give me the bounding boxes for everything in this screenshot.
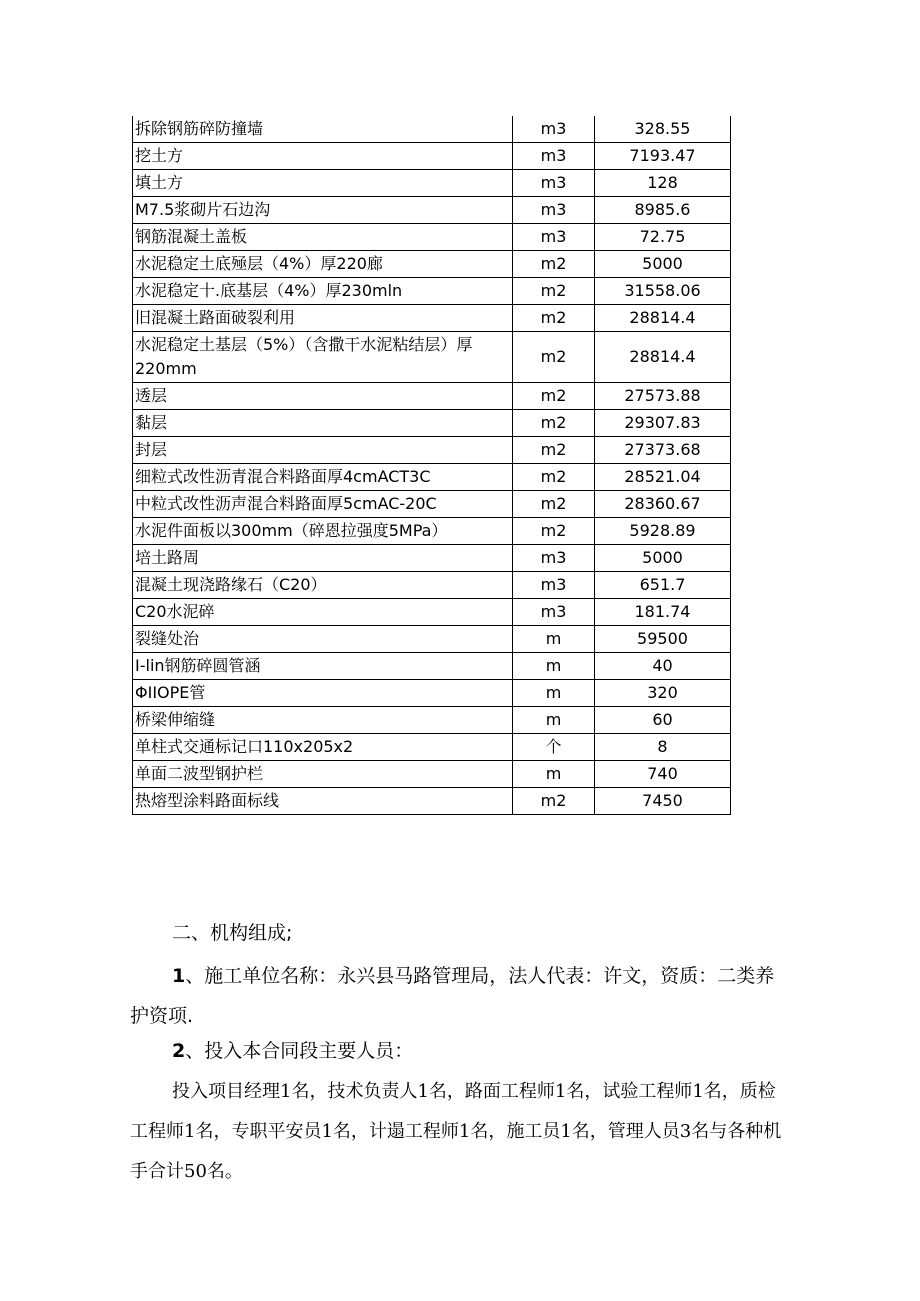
- unit-cell: m2: [513, 383, 595, 410]
- table-row: [133, 437, 731, 464]
- table-row: [133, 545, 731, 572]
- item-name-cell: 细粒式改性沥青混合料路面厚4cmACT3C: [133, 464, 513, 491]
- table-row: [133, 707, 731, 734]
- item-name-cell: 黏层: [133, 410, 513, 437]
- unit-cell: m2: [513, 518, 595, 545]
- table-row: [133, 680, 731, 707]
- table-row: [133, 332, 731, 383]
- item-name-cell: 单柱式交通标记口110x205x2: [133, 734, 513, 761]
- unit-cell: m2: [513, 464, 595, 491]
- table-row: [133, 761, 731, 788]
- table-row: [133, 626, 731, 653]
- quantity-cell: 328.55: [595, 116, 731, 143]
- quantity-cell: 28814.4: [595, 305, 731, 332]
- quantity-cell: 7193.47: [595, 143, 731, 170]
- item-name-cell: C20水泥碎: [133, 599, 513, 626]
- unit-cell: m: [513, 653, 595, 680]
- unit-cell: 个: [513, 734, 595, 761]
- quantity-cell: 72.75: [595, 224, 731, 251]
- table-row: [133, 653, 731, 680]
- quantity-table-body: [133, 116, 731, 815]
- item-name-cell: 水泥件面板以300mm（碎恩拉强度5MPa）: [133, 518, 513, 545]
- item-name-cell: 混凝土现浇路缘石（C20）: [133, 572, 513, 599]
- table-row: [133, 572, 731, 599]
- quantity-cell: 28360.67: [595, 491, 731, 518]
- item-name-cell: 水泥稳定十.底基层（4%）厚230mln: [133, 278, 513, 305]
- unit-cell: m3: [513, 143, 595, 170]
- item-text: 、投入本合同段主要人员：: [185, 1040, 414, 1062]
- table-row: [133, 143, 731, 170]
- table-row: [133, 278, 731, 305]
- unit-cell: m3: [513, 599, 595, 626]
- quantity-cell: 60: [595, 707, 731, 734]
- table-row: [133, 251, 731, 278]
- quantity-cell: 740: [595, 761, 731, 788]
- unit-cell: m: [513, 707, 595, 734]
- item-number: 1: [172, 965, 186, 987]
- item-name-cell: M7.5浆砌片石边沟: [133, 197, 513, 224]
- unit-cell: m2: [513, 491, 595, 518]
- personnel-heading: [130, 1036, 834, 1063]
- item-name-cell: 桥梁伸缩缝: [133, 707, 513, 734]
- item-number: 2: [172, 1040, 186, 1062]
- unit-cell: m: [513, 626, 595, 653]
- item-name-cell: 单面二波型钢护栏: [133, 761, 513, 788]
- quantity-cell: 31558.06: [595, 278, 731, 305]
- quantity-cell: 320: [595, 680, 731, 707]
- quantity-cell: 27373.68: [595, 437, 731, 464]
- item-name-cell: 水泥稳定土底殛层（4%）厚220廊: [133, 251, 513, 278]
- quantity-cell: 40: [595, 653, 731, 680]
- unit-cell: m2: [513, 332, 595, 383]
- table-row: [133, 734, 731, 761]
- unit-cell: m3: [513, 224, 595, 251]
- table-row: [133, 224, 731, 251]
- item-name-cell: ΦIIOPE管: [133, 680, 513, 707]
- quantity-table: [132, 116, 731, 815]
- unit-cell: m3: [513, 197, 595, 224]
- table-row: [133, 518, 731, 545]
- unit-cell: m3: [513, 545, 595, 572]
- quantity-cell: 29307.83: [595, 410, 731, 437]
- table-row: [133, 305, 731, 332]
- unit-cell: m: [513, 680, 595, 707]
- item-name-cell: 钢筋混凝土盖板: [133, 224, 513, 251]
- table-row: [133, 491, 731, 518]
- item-name-cell: 中粒式改性沥声混合料路面厚5cmAC-20C: [133, 491, 513, 518]
- section-heading: 二、机构组成;: [172, 922, 293, 944]
- unit-cell: m3: [513, 170, 595, 197]
- table-row: [133, 116, 731, 143]
- personnel-paragraph: 投入项目经理1名，技术负责人1名，路面工程师1名，试验工程师1名，质检工程师1名，专职平安员1名，计遢工程师1名，施工员1名，管理人员3名与各种机手合计50名。: [130, 1081, 782, 1182]
- quantity-cell: 128: [595, 170, 731, 197]
- unit-cell: m3: [513, 572, 595, 599]
- item-name-cell: 拆除钢筋碎防撞墙: [133, 116, 513, 143]
- table-row: [133, 383, 731, 410]
- quantity-cell: 5928.89: [595, 518, 731, 545]
- item-name-cell: 挖土方: [133, 143, 513, 170]
- unit-cell: m2: [513, 437, 595, 464]
- quantity-cell: 28814.4: [595, 332, 731, 383]
- quantity-cell: 5000: [595, 545, 731, 572]
- item-name-cell: 透层: [133, 383, 513, 410]
- quantity-cell: 28521.04: [595, 464, 731, 491]
- table-row: [133, 410, 731, 437]
- table-row: [133, 788, 731, 815]
- table-row: [133, 197, 731, 224]
- quantity-cell: 7450: [595, 788, 731, 815]
- item-name-cell: 填土方: [133, 170, 513, 197]
- unit-cell: m3: [513, 116, 595, 143]
- item-name-cell: 培土路周: [133, 545, 513, 572]
- unit-cell: m2: [513, 410, 595, 437]
- table-row: [133, 170, 731, 197]
- quantity-cell: 181.74: [595, 599, 731, 626]
- unit-cell: m2: [513, 251, 595, 278]
- item-text: 、施工单位名称：永兴县马路管理局，法人代表：许文，资质：二类养护资项.: [130, 965, 775, 1027]
- item-name-cell: 旧混凝土路面破裂利用: [133, 305, 513, 332]
- item-name-cell: 水泥稳定土基层（5%）（含撒干水泥粘结层）厚220mm: [133, 332, 513, 383]
- unit-cell: m2: [513, 278, 595, 305]
- quantity-cell: 59500: [595, 626, 731, 653]
- quantity-cell: 8: [595, 734, 731, 761]
- quantity-cell: 8985.6: [595, 197, 731, 224]
- item-name-cell: 封层: [133, 437, 513, 464]
- unit-cell: m2: [513, 788, 595, 815]
- table-row: [133, 464, 731, 491]
- quantity-cell: 5000: [595, 251, 731, 278]
- item-name-cell: 裂缝处治: [133, 626, 513, 653]
- item-name-cell: 热熔型涂料路面标线: [133, 788, 513, 815]
- quantity-cell: 651.7: [595, 572, 731, 599]
- unit-cell: m2: [513, 305, 595, 332]
- item-name-cell: I-lin钢筋碎圆管涵: [133, 653, 513, 680]
- table-row: [133, 599, 731, 626]
- unit-cell: m: [513, 761, 595, 788]
- quantity-cell: 27573.88: [595, 383, 731, 410]
- construction-unit-paragraph: [130, 956, 792, 1036]
